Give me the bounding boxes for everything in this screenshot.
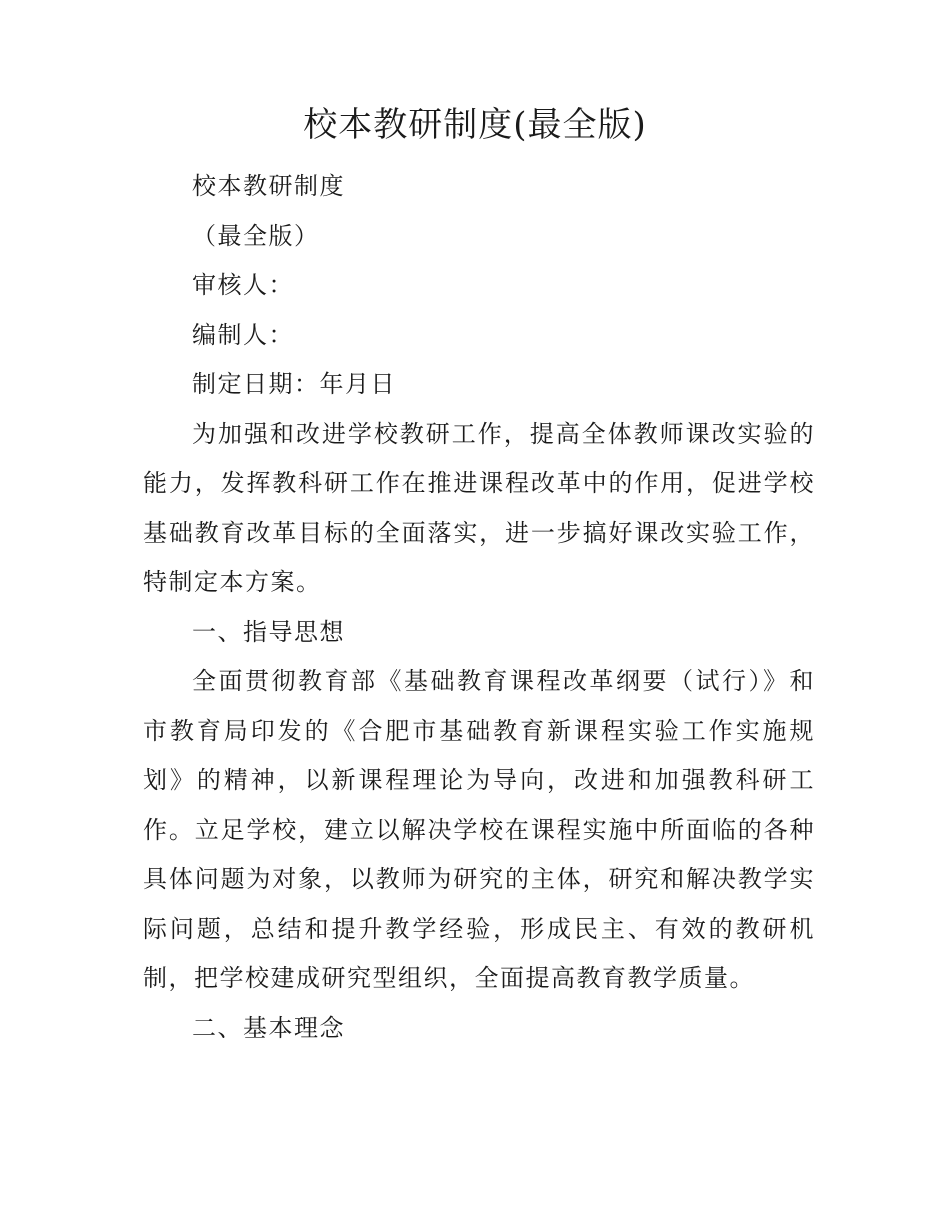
section-heading-guiding-ideology: 一、指导思想 xyxy=(192,617,345,646)
date-line: 制定日期：年月日 xyxy=(192,370,396,398)
version-line: （最全版） xyxy=(192,221,320,250)
section-heading-basic-concepts: 二、基本理念 xyxy=(192,1013,345,1042)
document-title: 校本教研制度(最全版) xyxy=(303,105,647,145)
guiding-ideology-paragraph: 全面贯彻教育部《基础教育课程改革纲要（试行）》和市教育局印发的《合肥市基础教育新课程实验工作实施规划》的精神，以新课程理论为导向，改进和加强教科研工作。立足学校，建立以解决学校在课程实施中所面临的各种具体问题为对象，以教师为研究的主体，研究和解决教学实际问题，总结和提升教学经验，形成民主、有效的教研机制，把学校建成研究型组织，全面提高教育教学质量。 xyxy=(143,667,815,992)
reviewer-line: 审核人： xyxy=(192,271,294,299)
document-body xyxy=(143,162,815,1053)
intro-paragraph: 为加强和改进学校教研工作，提高全体教师课改实验的能力，发挥教科研工作在推进课程改革中的作用，促进学校基础教育改革目标的全面落实，进一步搞好课改实验工作，特制定本方案。 xyxy=(143,419,815,596)
subtitle-line: 校本教研制度 xyxy=(192,172,345,200)
editor-line: 编制人： xyxy=(192,320,294,349)
